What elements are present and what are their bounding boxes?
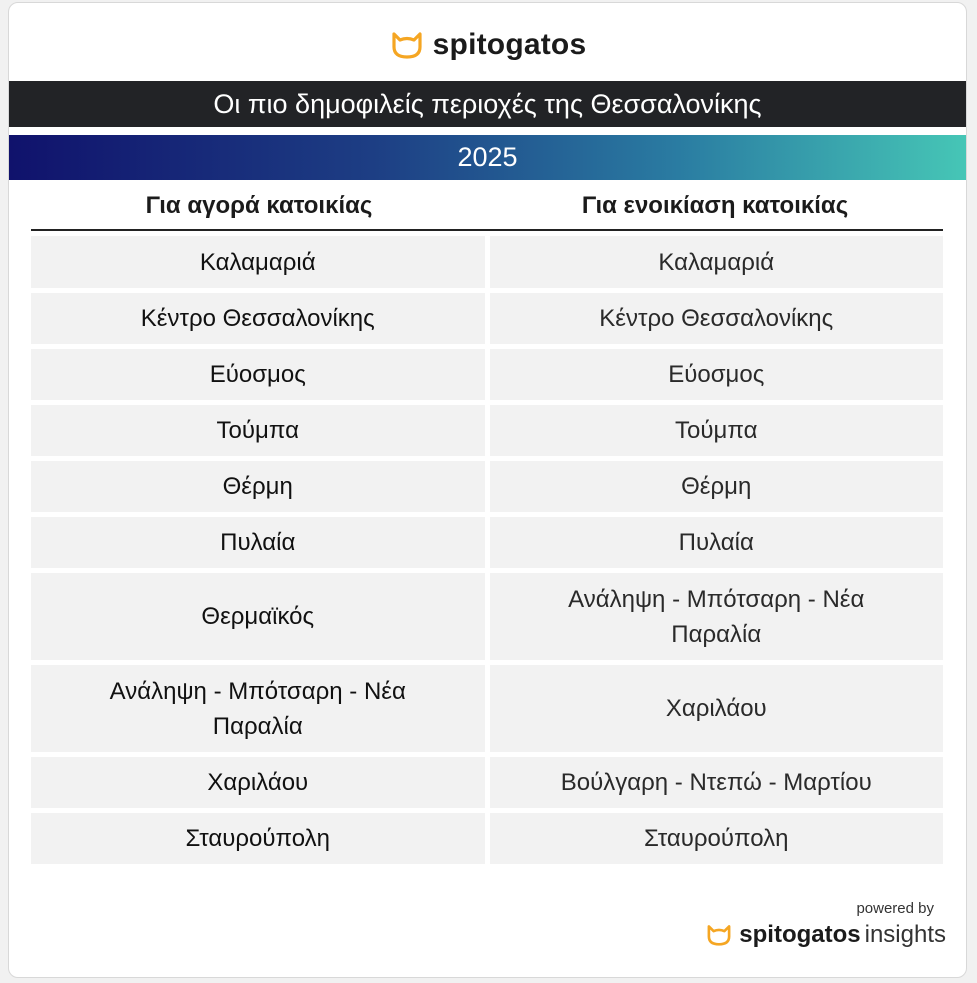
column-header-buy: Για αγορά κατοικίας: [145, 192, 373, 219]
brand-header: [9, 23, 966, 67]
table-row: [31, 349, 943, 400]
table-body: [31, 236, 943, 869]
page-title: Οι πιο δημοφιλείς περιοχές της Θεσσαλονίκης: [9, 81, 966, 127]
table-row: [31, 236, 943, 288]
rent-area-cell: Κέντρο Θεσσαλονίκης: [490, 293, 944, 344]
table-row: [31, 293, 943, 344]
buy-area-cell: Καλαμαριά: [31, 236, 485, 288]
table-row: [31, 517, 943, 568]
buy-area-cell: Ανάληψη - Μπότσαρη - Νέα Παραλία: [31, 665, 485, 752]
buy-area-cell: Κέντρο Θεσσαλονίκης: [31, 293, 485, 344]
buy-area-cell: Σταυρούπολη: [31, 813, 485, 864]
rent-area-cell: Πυλαία: [490, 517, 944, 568]
infographic-card: [8, 2, 967, 978]
year-banner: 2025: [9, 135, 966, 180]
table-row: [31, 573, 943, 660]
footer-attribution: [705, 900, 946, 949]
table-row: [31, 813, 943, 864]
brand-name: spitogatos: [432, 28, 587, 61]
buy-area-cell: Εύοσμος: [31, 349, 485, 400]
table-header: [31, 183, 943, 231]
rent-area-cell: Χαριλάου: [490, 665, 944, 752]
cat-head-icon: [705, 923, 733, 947]
rent-area-cell: Καλαμαριά: [490, 236, 944, 288]
cat-head-icon: [389, 30, 425, 60]
powered-by-label: powered by: [856, 900, 934, 917]
rent-area-cell: Ανάληψη - Μπότσαρη - Νέα Παραλία: [490, 573, 944, 660]
rent-area-cell: Εύοσμος: [490, 349, 944, 400]
buy-area-cell: Θέρμη: [31, 461, 485, 512]
rent-area-cell: Βούλγαρη - Ντεπώ - Μαρτίου: [490, 757, 944, 808]
rent-area-cell: Θέρμη: [490, 461, 944, 512]
table-row: [31, 405, 943, 456]
rent-area-cell: Τούμπα: [490, 405, 944, 456]
buy-area-cell: Πυλαία: [31, 517, 485, 568]
footer-brand-name: spitogatos: [739, 921, 861, 948]
rent-area-cell: Σταυρούπολη: [490, 813, 944, 864]
table-row: [31, 757, 943, 808]
buy-area-cell: Θερμαϊκός: [31, 573, 485, 660]
table-row: [31, 461, 943, 512]
footer-brand: [705, 921, 946, 949]
buy-area-cell: Τούμπα: [31, 405, 485, 456]
column-header-rent: Για ενοικίαση κατοικίας: [581, 192, 849, 219]
buy-area-cell: Χαριλάου: [31, 757, 485, 808]
table-row: [31, 665, 943, 752]
footer-brand-suffix: insights: [864, 921, 946, 948]
